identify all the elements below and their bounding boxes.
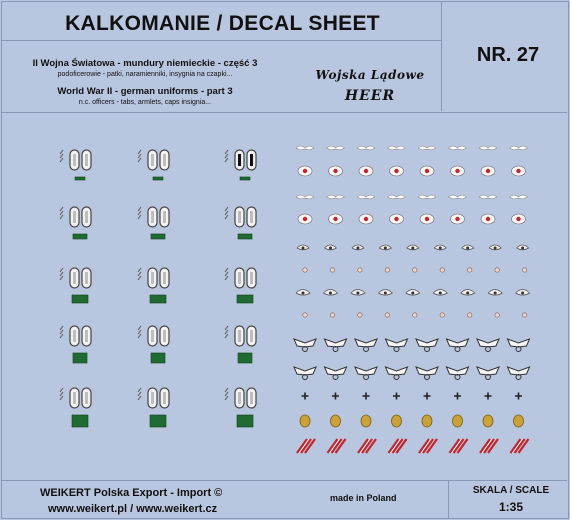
subtitle-polish: II Wojna Światowa - mundury niemieckie - część 3 [32,58,258,69]
small-cockade-decal [468,313,472,317]
small-cockade-decal [495,268,499,272]
gold-insignia-decal [422,415,432,427]
stripe-decal [389,439,407,453]
branch-polish: Wojska Lądowe [315,68,425,82]
shoulder-strap-decal [225,207,256,227]
collar-tab-decal [75,177,85,180]
large-eagle-decal [477,339,499,347]
cross-decal [393,393,400,400]
shoulder-strap-decal [138,150,169,170]
eagle-decal [479,195,497,199]
shoulder-strap-decal [225,268,256,288]
eagle-decal [357,195,375,199]
large-eagle-decal [416,367,438,375]
cross-decal [485,393,492,400]
small-cockade-decal [413,313,417,317]
large-eagle-decal [386,367,408,375]
stripe-decal [358,439,376,453]
shoulder-strap-decal [60,150,91,170]
collar-tab-decal [73,234,87,239]
large-eagle-decal [447,339,469,347]
eagle-decal [327,146,345,150]
cross-decal [302,393,309,400]
gold-insignia-decal [514,415,524,427]
gold-insignia-decal [453,415,463,427]
cross-decal [332,393,339,400]
shoulder-strap-decal [60,268,91,288]
collar-tab-decal [153,177,163,180]
shoulder-strap-decal [60,326,91,346]
gold-insignia-decal [392,415,402,427]
cross-decal [424,393,431,400]
branch-german: HEER [344,88,396,104]
shoulder-strap-decal [225,326,256,346]
eagle-decal [388,195,406,199]
company-websites: www.weikert.pl / www.weikert.cz [48,503,218,515]
eagle-decal [479,146,497,150]
sheet-number: NR. 27 [476,44,540,66]
collar-tab-decal [72,415,88,427]
shoulder-strap-decal [225,150,256,170]
company-name: WEIKERT Polska Export - Import © [40,487,223,499]
stripe-decal [297,439,315,453]
eagle-decal [510,195,528,199]
subtitle-english: World War II - german uniforms - part 3 [57,86,233,97]
eagle-decal [296,195,314,199]
scale-value: 1:35 [498,500,524,514]
small-cockade-decal [303,313,307,317]
small-cockade-decal [358,268,362,272]
small-cockade-decal [522,313,526,317]
small-cockade-decal [358,313,362,317]
eagle-decal [418,195,436,199]
shoulder-strap-decal [225,388,256,408]
collar-tab-decal [151,234,165,239]
sheet-title: KALKOMANIE / DECAL SHEET [65,12,380,35]
small-cockade-decal [330,268,334,272]
gold-insignia-decal [331,415,341,427]
shoulder-strap-decal [60,207,91,227]
large-eagle-decal [294,367,316,375]
eagle-decal [418,146,436,150]
eagle-decal [357,146,375,150]
collar-tab-decal [72,295,88,303]
eagle-decal [388,146,406,150]
collar-tab-decal [150,415,166,427]
shoulder-strap-decal [138,388,169,408]
shoulder-strap-decal [138,268,169,288]
large-eagle-decal [508,367,530,375]
large-eagle-decal [477,367,499,375]
footer-divider [1,480,567,481]
small-cockade-decal [303,268,307,272]
small-cockade-decal [385,313,389,317]
collar-tab-decal [240,177,250,180]
stripe-decal [480,439,498,453]
small-cockade-decal [440,313,444,317]
collar-tab-decal [238,353,252,363]
large-eagle-decal [447,367,469,375]
large-eagle-decal [508,339,530,347]
eagle-decal [449,195,467,199]
large-eagle-decal [325,367,347,375]
shoulder-strap-decal [138,326,169,346]
subtitle-english-detail: n.c. officers - tabs, armlets, caps insignia... [78,99,212,106]
small-cockade-decal [385,268,389,272]
collar-tab-decal [237,295,253,303]
cross-decal [454,393,461,400]
large-eagle-decal [294,339,316,347]
eagle-decal [296,146,314,150]
collar-tab-decal [151,353,165,363]
made-in-label: made in Poland [330,493,397,503]
eagle-decal [449,146,467,150]
shoulder-strap-decal [60,388,91,408]
collar-tab-decal [237,415,253,427]
stripe-decal [328,439,346,453]
small-cockade-decal [468,268,472,272]
collar-tab-decal [150,295,166,303]
eagle-decal [327,195,345,199]
subtitle-polish-detail: podoficerowie - patki, naramienniki, insygnia na czapki... [57,71,233,78]
scale-label: SKALA / SCALE [472,485,550,496]
large-eagle-decal [386,339,408,347]
stripe-decal [419,439,437,453]
stripe-decal [450,439,468,453]
cross-decal [363,393,370,400]
footer-scale-divider [448,480,449,518]
gold-insignia-decal [361,415,371,427]
large-eagle-decal [355,367,377,375]
small-cockade-decal [522,268,526,272]
large-eagle-decal [416,339,438,347]
cross-decal [515,393,522,400]
shoulder-strap-decal [138,207,169,227]
collar-tab-decal [238,234,252,239]
small-cockade-decal [495,313,499,317]
small-cockade-decal [330,313,334,317]
stripe-decal [511,439,529,453]
gold-insignia-decal [300,415,310,427]
eagle-decal [510,146,528,150]
large-eagle-decal [355,339,377,347]
gold-insignia-decal [483,415,493,427]
large-eagle-decal [325,339,347,347]
small-cockade-decal [413,268,417,272]
small-cockade-decal [440,268,444,272]
collar-tab-decal [73,353,87,363]
